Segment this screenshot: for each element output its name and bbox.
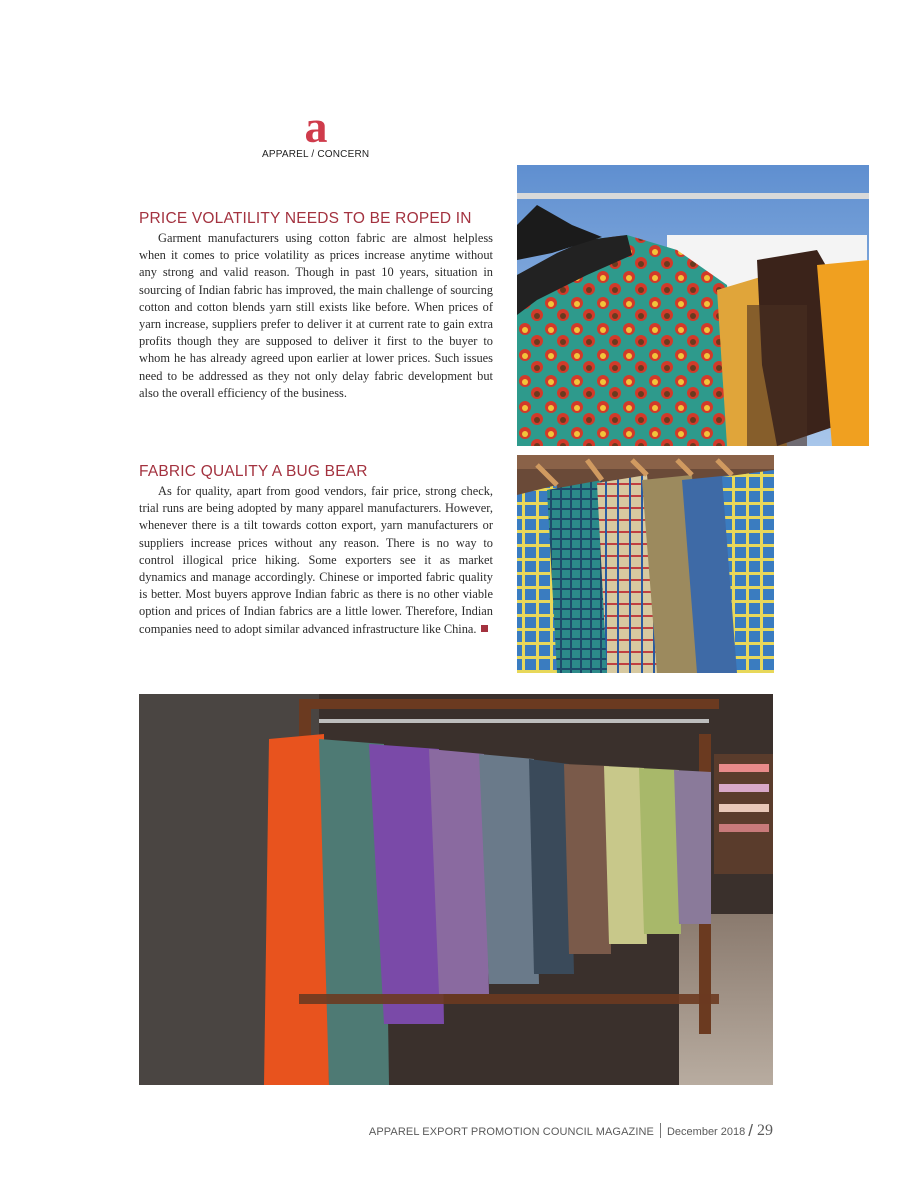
paragraph-price-volatility: Garment manufacturers using cotton fabric are almost helpless when it comes to price volatility as prices increase anytime without any strong and valid reason. Though in past 10 years, situation in sourcing of Indian fabric has improved, the main challenge of sourcing cotton and cotton blends yarn still exists like before. When prices of yarn increase, suppliers prefer to deliver it at current rate to gain extra profits though they are supposed to deliver it first to the buyer to whom he has already agreed upon earlier at lower prices. Such issues need to be addressed as they not only delay fabric development but also the overall efficiency of the business. (139, 231, 493, 400)
photo-store-jacket-rack (139, 694, 773, 1085)
page-footer (369, 1121, 773, 1141)
paragraph-fabric-quality-text: As for quality, apart from good vendors, fair price, strong check, trial runs are being adopted by many apparel manufacturers. However, whenever there is a tilt towards cotton export, yarn manufacturers or suppliers increase prices without any reason. There is no way to control illogical price hiking. Some exporters see it as market dynamics and manage accordingly. Chinese or imported fabric quality is better. Most buyers approve Indian fabric as there is no other viable option and prices of Indian fabrics are a little lower. Therefore, Indian companies need to adopt similar advanced infrastructure like China. (139, 484, 493, 636)
section-tag: APPAREL / CONCERN (262, 149, 370, 160)
footer-date: December 2018 (666, 1126, 746, 1138)
article-price-volatility (139, 209, 493, 402)
paragraph-fabric-quality (139, 483, 493, 638)
article-fabric-quality (139, 462, 493, 638)
footer-divider (660, 1123, 661, 1138)
footer-publication: APPAREL EXPORT PROMOTION COUNCIL MAGAZINE (368, 1126, 654, 1138)
page-number: 29 (757, 1122, 773, 1139)
photo-sweaters-on-hangers (517, 165, 869, 446)
heading-fabric-quality: FABRIC QUALITY A BUG BEAR (139, 463, 368, 480)
end-of-article-mark (481, 625, 488, 632)
photo-shirts-on-hangers (517, 455, 774, 673)
magazine-logo (299, 104, 333, 148)
footer-slash: / (748, 1121, 753, 1140)
heading-price-volatility: PRICE VOLATILITY NEEDS TO BE ROPED IN (139, 210, 472, 227)
logo-letter: a (304, 104, 328, 148)
